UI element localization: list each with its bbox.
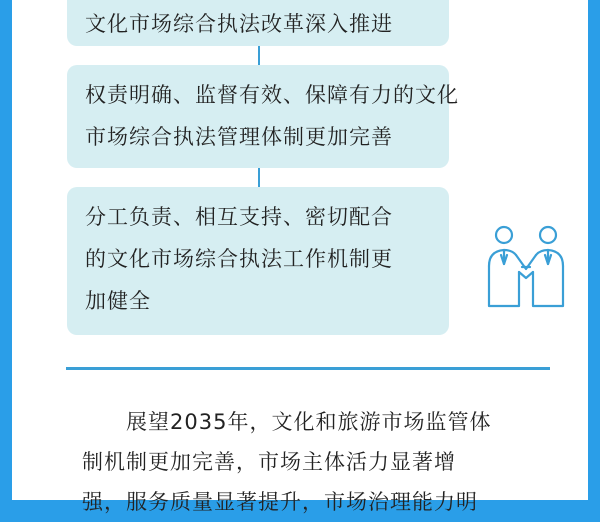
outlook-paragraph: [82, 402, 562, 522]
section-divider: [66, 367, 550, 370]
paragraph-line-2: 制机制更加完善，市场主体活力显著增: [82, 450, 456, 474]
goal-box-1-text: 文化市场综合执法改革深入推进: [85, 12, 393, 36]
goal-box-2: [67, 65, 459, 168]
content-panel: [12, 0, 588, 514]
paragraph-line-1: 展望2035年，文化和旅游市场监管体: [126, 410, 492, 434]
goal-box-2-line-1: 权责明确、监督有效、保障有力的文化: [85, 83, 459, 107]
goal-box-3: [67, 187, 449, 335]
goal-box-1: [67, 0, 449, 46]
connector-line: [258, 168, 260, 187]
goal-box-2-line-2: 市场综合执法管理体制更加完善: [85, 125, 393, 149]
connector-line: [258, 46, 260, 65]
handshake-icon: [482, 222, 570, 314]
goal-box-3-line-2: 的文化市场综合执法工作机制更: [85, 247, 393, 271]
paragraph-line-3: 强，服务质量显著提升，市场治理能力明: [82, 490, 478, 514]
goal-box-3-line-3: 加健全: [85, 289, 151, 313]
goal-box-3-line-1: 分工负责、相互支持、密切配合: [85, 205, 393, 229]
